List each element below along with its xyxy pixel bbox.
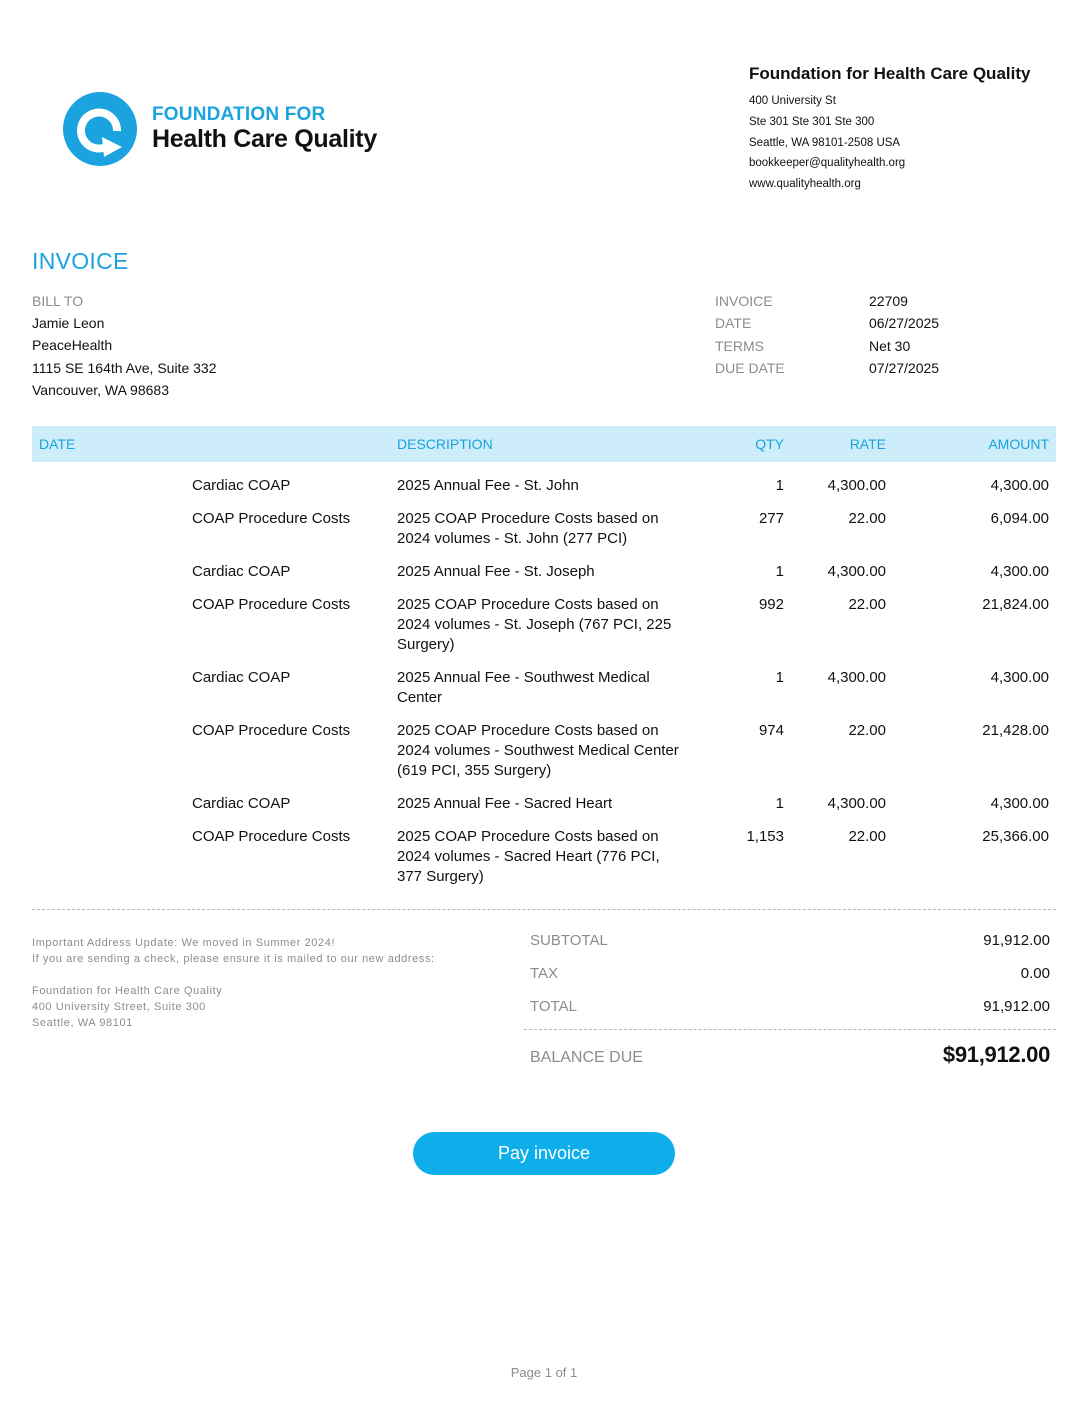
company-address-2: Ste 301 Ste 301 Ste 300: [749, 115, 875, 128]
row-description: 2025 COAP Procedure Costs based on 2024 volumes - Southwest Medical Center (619 PCI, 355 Surgery): [397, 722, 679, 779]
row-amount: 4,300.00: [990, 563, 1049, 580]
line-items: [32, 476, 1056, 887]
tax-value: 0.00: [1020, 965, 1050, 982]
row-qty: 1: [775, 669, 784, 686]
subtotal-value: 91,912.00: [983, 932, 1050, 949]
meta-date: [715, 312, 1035, 334]
note-line-2: If you are sending a check, please ensure it is mailed to our new address:: [32, 953, 435, 965]
table-row: [32, 476, 1056, 496]
company-website: www.qualityhealth.org: [749, 178, 861, 191]
tax-row: [530, 963, 1050, 985]
totals-divider: [524, 1029, 1056, 1030]
row-qty: 1: [775, 477, 784, 494]
bill-to-city: Vancouver, WA 98683: [32, 381, 169, 398]
bill-to-label: BILL TO: [32, 293, 84, 309]
row-rate: 4,300.00: [827, 669, 886, 686]
row-item: COAP Procedure Costs: [192, 828, 351, 845]
table-row: [32, 509, 1056, 549]
table-row: [32, 668, 1056, 708]
row-amount: 21,824.00: [982, 596, 1049, 613]
row-rate: 4,300.00: [827, 477, 886, 494]
row-rate: 4,300.00: [827, 563, 886, 580]
row-description: 2025 Annual Fee - St. Joseph: [397, 563, 595, 580]
row-description: 2025 COAP Procedure Costs based on 2024 volumes - St. Joseph (767 PCI, 225 Surgery): [397, 596, 672, 653]
meta-label: INVOICE: [715, 293, 773, 309]
balance-due-value: $91,912.00: [942, 1042, 1050, 1067]
section-divider: [32, 909, 1056, 910]
row-description: 2025 Annual Fee - Southwest Medical Center: [397, 669, 650, 706]
subtotal-label: SUBTOTAL: [530, 932, 608, 949]
header-amount: AMOUNT: [988, 436, 1049, 452]
meta-terms: [715, 335, 1035, 357]
row-item: COAP Procedure Costs: [192, 596, 351, 613]
row-amount: 4,300.00: [990, 477, 1049, 494]
company-address-1: 400 University St: [749, 95, 836, 107]
note-address-1: Foundation for Health Care Quality: [32, 985, 223, 997]
header-description: DESCRIPTION: [397, 436, 493, 452]
row-item: Cardiac COAP: [192, 795, 291, 812]
row-rate: 22.00: [848, 722, 886, 739]
totals: [530, 930, 1050, 1029]
row-qty: 1: [775, 563, 784, 580]
row-description: 2025 Annual Fee - St. John: [397, 477, 579, 494]
row-amount: 4,300.00: [990, 669, 1049, 686]
header-date: DATE: [39, 436, 76, 452]
row-qty: 974: [758, 722, 784, 739]
table-row: [32, 827, 1056, 887]
bill-to-company: PeaceHealth: [32, 337, 113, 354]
row-rate: 22.00: [848, 510, 886, 527]
company-city: Seattle, WA 98101-2508 USA: [749, 136, 901, 149]
row-rate: 4,300.00: [827, 795, 886, 812]
company-email: bookkeeper@qualityhealth.org: [749, 157, 906, 170]
invoice-meta: [715, 290, 1035, 379]
row-item: COAP Procedure Costs: [192, 510, 351, 527]
total-value: 91,912.00: [983, 998, 1050, 1015]
note-address-3: Seattle, WA 98101: [32, 1017, 133, 1029]
meta-value: Net 30: [869, 337, 911, 354]
bill-to-name: Jamie Leon: [32, 315, 105, 331]
meta-invoice-number: [715, 290, 1035, 312]
header-rate: RATE: [849, 436, 886, 452]
row-rate: 22.00: [848, 828, 886, 845]
row-item: Cardiac COAP: [192, 669, 291, 686]
row-description: 2025 Annual Fee - Sacred Heart: [397, 795, 613, 812]
company-logo: [62, 91, 377, 167]
row-item: Cardiac COAP: [192, 563, 291, 580]
meta-label: DUE DATE: [715, 359, 785, 376]
row-qty: 277: [758, 510, 784, 527]
company-name: Foundation for Health Care Quality: [749, 64, 1031, 83]
total-row: [530, 996, 1050, 1018]
row-amount: 21,428.00: [982, 722, 1049, 739]
meta-due-date: [715, 357, 1035, 379]
meta-value: 06/27/2025: [869, 315, 940, 332]
row-item: Cardiac COAP: [192, 477, 291, 494]
page-number: Page 1 of 1: [510, 1365, 578, 1380]
q-arrow-logo-icon: [62, 91, 138, 167]
row-qty: 992: [758, 596, 784, 613]
meta-value: 22709: [869, 293, 908, 309]
row-item: COAP Procedure Costs: [192, 722, 351, 739]
table-row: [32, 721, 1056, 781]
row-rate: 22.00: [848, 596, 886, 613]
bill-to-address: 1115 SE 164th Ave, Suite 332: [32, 359, 217, 376]
row-amount: 6,094.00: [990, 510, 1049, 527]
logo-tagline: FOUNDATION FOR: [152, 104, 326, 125]
bill-to: [32, 290, 216, 401]
balance-due-label: BALANCE DUE: [530, 1049, 643, 1066]
tax-label: TAX: [530, 965, 559, 982]
note-address-2: 400 University Street, Suite 300: [32, 1001, 206, 1013]
pay-invoice-button[interactable]: Pay invoice: [413, 1132, 675, 1175]
balance-due-row: [530, 1042, 1050, 1068]
row-description: 2025 COAP Procedure Costs based on 2024 volumes - Sacred Heart (776 PCI, 377 Surgery): [397, 828, 660, 885]
row-qty: 1,153: [746, 828, 784, 845]
row-amount: 25,366.00: [982, 828, 1049, 845]
subtotal-row: [530, 930, 1050, 952]
table-row: [32, 562, 1056, 582]
line-items-header: [32, 426, 1056, 462]
company-info: [749, 63, 1030, 195]
meta-label: DATE: [715, 315, 752, 332]
row-amount: 4,300.00: [990, 795, 1049, 812]
table-row: [32, 794, 1056, 814]
note-line-1: Important Address Update: We moved in Summer 2024!: [32, 937, 336, 949]
row-description: 2025 COAP Procedure Costs based on 2024 volumes - St. John (277 PCI): [397, 510, 659, 547]
header-qty: QTY: [755, 436, 784, 452]
logo-name: Health Care Quality: [152, 125, 377, 153]
table-row: [32, 595, 1056, 655]
row-qty: 1: [775, 795, 784, 812]
address-update-note: [32, 935, 435, 1031]
invoice-title: INVOICE: [32, 248, 129, 274]
meta-value: 07/27/2025: [869, 359, 940, 376]
meta-label: TERMS: [715, 337, 764, 354]
total-label: TOTAL: [530, 998, 577, 1015]
